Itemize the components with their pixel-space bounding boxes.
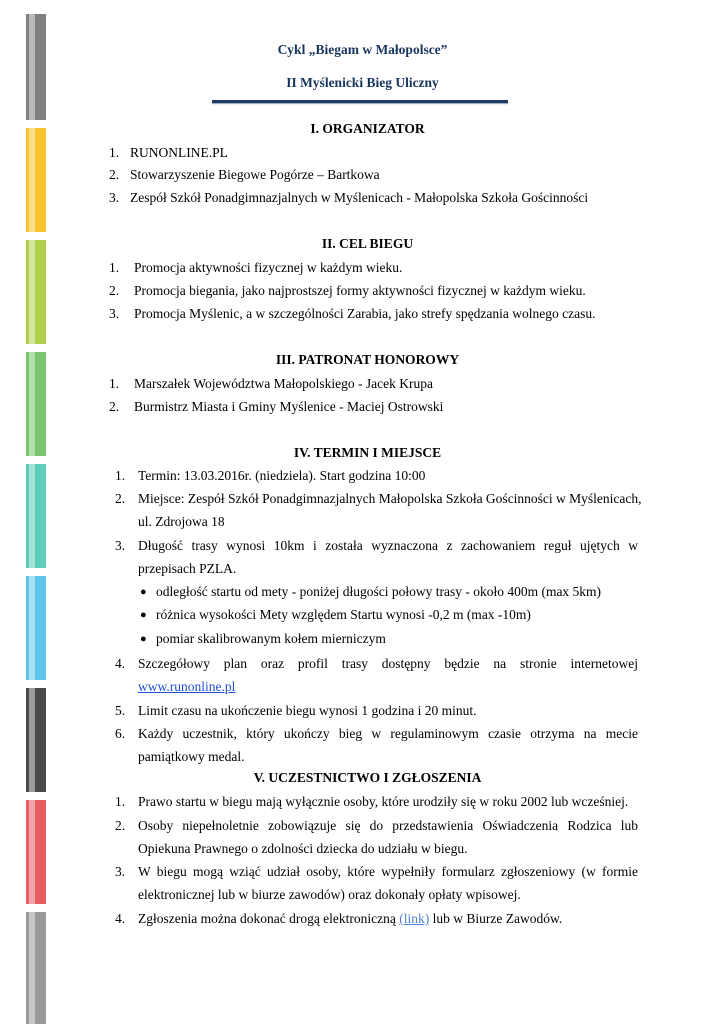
list-number: 1. bbox=[115, 468, 126, 483]
list-number: 6. bbox=[115, 726, 126, 741]
list-item-line: Każdy uczestnik, który ukończy bieg w regulaminowym czasie otrzyma na mecie bbox=[138, 726, 638, 741]
list-item-line: Szczegółowy plan oraz profil trasy dostępny będzie na stronie internetowej bbox=[138, 656, 638, 671]
list-item-line: elektronicznej lub w biurze zawodów) oraz dokonały opłaty wpisowej. bbox=[138, 887, 521, 902]
list-item bbox=[138, 911, 562, 927]
bullet-icon: ● bbox=[140, 633, 147, 645]
list-number: 3. bbox=[109, 190, 120, 205]
list-item: Promocja aktywności fizycznej w każdym wieku. bbox=[134, 260, 403, 275]
list-item-text: Zgłoszenia można dokonać drogą elektroniczną bbox=[138, 911, 400, 926]
list-number: 5. bbox=[115, 703, 126, 718]
list-number: 1. bbox=[109, 376, 120, 391]
list-item: RUNONLINE.PL bbox=[130, 145, 228, 160]
bullet-item: odległość startu od mety - poniżej długości połowy trasy - około 400m (max 5km) bbox=[156, 584, 602, 599]
list-item: Marszałek Województwa Małopolskiego - Jacek Krupa bbox=[134, 376, 433, 391]
section-heading-organizator: I. ORGANIZATOR bbox=[310, 121, 425, 136]
list-item: Promocja Myślenic, a w szczególności Zarabia, jako strefy spędzania wolnego czasu. bbox=[134, 306, 596, 321]
list-number: 1. bbox=[109, 260, 120, 275]
list-item-line: Osoby niepełnoletnie zobowiązuje się do przedstawienia Oświadczenia Rodzica lub bbox=[138, 818, 638, 833]
list-item-line: ul. Zdrojowa 18 bbox=[138, 514, 225, 529]
section-heading-cel-biegu: II. CEL BIEGU bbox=[321, 236, 414, 251]
list-item: Promocja biegania, jako najprostszej formy aktywności fizycznej w każdym wieku. bbox=[134, 283, 586, 298]
list-number: 3. bbox=[109, 306, 120, 321]
list-item-text: lub w Biurze Zawodów. bbox=[429, 911, 563, 926]
list-item-line: Długość trasy wynosi 10km i została wyznaczona z zachowaniem reguł ujętych w bbox=[138, 538, 638, 553]
list-number: 4. bbox=[115, 656, 126, 671]
section-heading-termin: IV. TERMIN I MIEJSCE bbox=[293, 445, 442, 460]
bullet-icon: ● bbox=[140, 586, 147, 598]
list-item: Termin: 13.03.2016r. (niedziela). Start godzina 10:00 bbox=[138, 468, 426, 483]
bullet-icon: ● bbox=[140, 609, 147, 621]
title-divider bbox=[212, 100, 508, 103]
list-number: 2. bbox=[115, 491, 126, 506]
website-link[interactable]: www.runonline.pl bbox=[138, 679, 236, 694]
list-number: 2. bbox=[109, 399, 120, 414]
list-number: 1. bbox=[115, 794, 126, 809]
document-subtitle: II Myślenicki Bieg Uliczny bbox=[286, 75, 439, 90]
list-number: 2. bbox=[115, 818, 126, 833]
section-heading-uczestnictwo: V. UCZESTNICTWO I ZGŁOSZENIA bbox=[253, 770, 482, 785]
bullet-item: pomiar skalibrowanym kołem mierniczym bbox=[156, 631, 386, 646]
bullet-item: różnica wysokości Mety względem Startu wynosi -0,2 m (max -10m) bbox=[156, 607, 531, 622]
list-number: 3. bbox=[115, 538, 126, 553]
list-item-line: Opiekuna Prawnego o zdolności dziecka do udziału w biegu. bbox=[138, 841, 468, 856]
list-number: 4. bbox=[115, 911, 126, 926]
registration-link[interactable]: (link) bbox=[399, 911, 430, 926]
document-title: Cykl „Biegam w Małopolsce” bbox=[277, 42, 448, 57]
list-number: 2. bbox=[109, 167, 120, 182]
section-heading-patronat: III. PATRONAT HONOROWY bbox=[275, 352, 460, 367]
list-number: 1. bbox=[109, 145, 120, 160]
list-item: Prawo startu w biegu mają wyłącznie osoby, które urodziły się w roku 2002 lub wcześniej. bbox=[138, 794, 629, 809]
list-item: Zespół Szkół Ponadgimnazjalnych w Myślenicach - Małopolska Szkoła Gościnności bbox=[130, 190, 589, 205]
list-item-line: przepisach PZLA. bbox=[138, 561, 237, 576]
list-item-line: W biegu mogą wziąć udział osoby, które wypełniły formularz zgłoszeniowy (w formie bbox=[138, 864, 638, 879]
list-item: Stowarzyszenie Biegowe Pogórze – Bartkowa bbox=[130, 167, 380, 182]
list-item-line: Miejsce: Zespół Szkół Ponadgimnazjalnych Małopolska Szkoła Gościnności w Myślenicach, bbox=[138, 491, 642, 506]
list-item: Limit czasu na ukończenie biegu wynosi 1 godzina i 20 minut. bbox=[138, 703, 477, 718]
list-item: Burmistrz Miasta i Gminy Myślenice - Maciej Ostrowski bbox=[134, 399, 444, 414]
list-number: 2. bbox=[109, 283, 120, 298]
list-number: 3. bbox=[115, 864, 126, 879]
list-item-line: pamiątkowy medal. bbox=[138, 749, 245, 764]
